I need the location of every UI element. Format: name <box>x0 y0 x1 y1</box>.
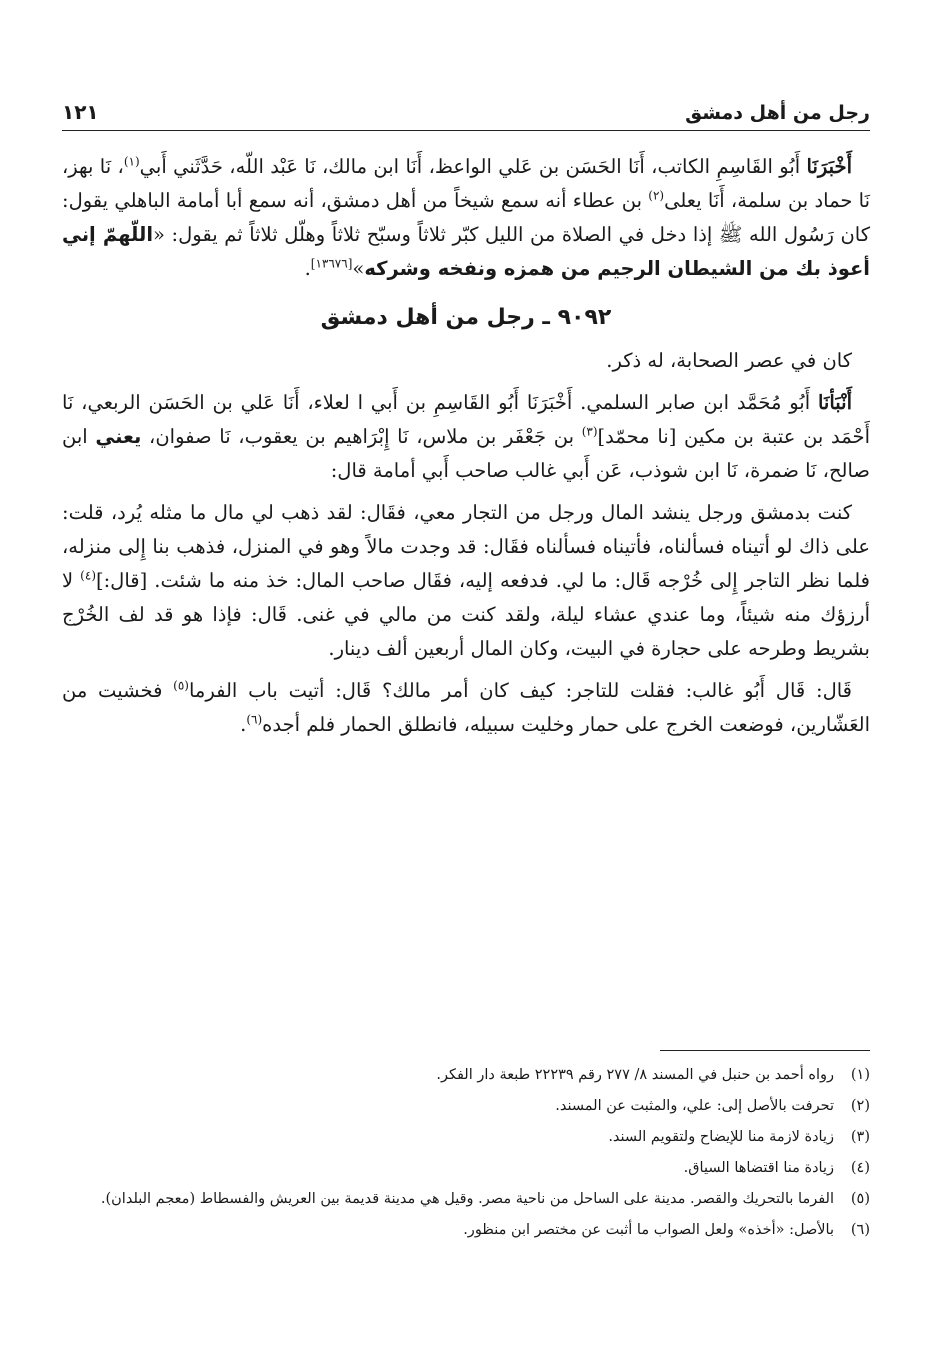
footnote-number: (٦) <box>850 1222 870 1238</box>
hadith-reference: [١٣٦٧٦] <box>310 256 353 271</box>
text-span: . <box>240 713 247 736</box>
text-span: ابن صالح، نَا ضمرة، نَا ابن شوذب، عَن أَبي غالب صاحب أَبي أمامة قال: <box>62 425 870 482</box>
footnote-number: (٥) <box>850 1191 870 1207</box>
paragraph-3 <box>62 386 870 488</box>
text-span: بن جَعْفَر بن ملاس، نَا إِبْرَاهيم بن يعقوب، نَا صفوان، <box>141 425 582 448</box>
text-span: بن عطاء أنه سمع شيخاً من أهل دمشق، أنه سمع أبا أمامة الباهلي يقول: كان رَسُول الله ﷺ إذا دخل في الصلاة من الليل كبّر ثلاثاً وسبّح ثلاثاً وهلّل ثلاثاً ثم يقول: « <box>62 189 870 246</box>
footnote-ref-5: (٥) <box>173 678 189 693</box>
footnote <box>62 1093 870 1120</box>
running-title: رجل من أهل دمشق <box>685 102 870 124</box>
text-span: . <box>304 257 311 280</box>
text-span: قَال: قَال أَبُو غالب: فقلت للتاجر: كيف كان أمر مالك؟ قَال: أتيت باب الفرما <box>188 679 852 702</box>
paragraph-2: كان في عصر الصحابة، له ذكر. <box>606 349 852 372</box>
text-span: فخشيت من العَشّارين، فوضعت الخرج على حمار وخليت سبيله، فانطلق الحمار فلم أجده <box>62 679 870 736</box>
footnote-text: تحرفت بالأصل إلى: علي، والمثبت عن المسند. <box>555 1098 834 1114</box>
footnote-number: (١) <box>850 1067 870 1083</box>
footnote <box>62 1062 870 1089</box>
footnote-number: (٤) <box>850 1160 870 1176</box>
footnote-text: بالأصل: «أخذه» ولعل الصواب ما أثبت عن مختصر ابن منظور. <box>463 1222 834 1238</box>
text-span: ، نَا بهز، نَا حماد بن سلمة، أَنَا يعلى <box>62 155 871 212</box>
keyword-akhbarana: أَخْبَرَنَا <box>806 155 853 178</box>
main-text <box>62 150 870 750</box>
text-span: أَبُو مُحَمَّد ابن صابر السلمي. أَخْبَرَنَا أَبُو القَاسِمِ بن أَبي ا لعلاء، أَنَا عَلي بن الحَسَن الربعي، نَا أَحْمَد بن عتبة بن مكين [نا محمّد] <box>62 391 870 448</box>
footnote-number: (٢) <box>850 1098 870 1114</box>
bold-word: يعني <box>95 425 142 448</box>
footnote <box>62 1124 870 1151</box>
footnotes <box>62 1062 870 1248</box>
footnote <box>62 1155 870 1182</box>
paragraph-1 <box>62 150 870 286</box>
footnote-ref-3: (٣) <box>581 424 598 439</box>
keyword-anbaana: أَنْبَأنَا <box>817 391 852 414</box>
paragraph-5 <box>62 674 870 742</box>
footnote-text: رواه أحمد بن حنبل في المسند ٨/ ٢٧٧ رقم ٢٢٢٣٩ طبعة دار الفكر. <box>436 1067 834 1083</box>
text-span: كنت بدمشق ورجل ينشد المال ورجل من التجار معي، فقَال: لقد ذهب لي مال ما مثله يُرد، قلت: على ذاك لو أتيناه فسألناه، فأتيناه فسألناه فقَال: قد وجدت مالاً وهو في المنزل، فذهب بنا إِلى منزله، فلما نظر التاجر إِلى خُرْجه قَال: ما لي. فدفعه إليه، فقَال صاحب المال: خذ منه ما شئت. [قال:] <box>62 501 870 592</box>
running-header <box>62 88 870 131</box>
footnote-ref-2: (٢) <box>648 188 665 203</box>
footnote-divider <box>660 1050 870 1051</box>
entry-heading: ٩٠٩٢ ـ رجل من أهل دمشق <box>320 305 612 330</box>
footnote-ref-1: (١) <box>123 154 140 169</box>
footnote <box>62 1217 870 1244</box>
footnote-ref-4: (٤) <box>80 568 96 583</box>
footnote-number: (٣) <box>850 1129 870 1145</box>
paragraph-4 <box>62 496 870 666</box>
footnote-text: الفرما بالتحريك والقصر. مدينة على الساحل من ناحية مصر. وقيل هي مدينة قديمة بين العريش والفسطاط (معجم البلدان). <box>100 1191 834 1207</box>
text-span: أَبُو القَاسِمِ الكاتب، أَنَا الحَسَن بن عَلي الواعظ، أَنَا ابن مالك، نَا عَبْد اللّه، حَدَّثَني أَبي <box>139 155 807 178</box>
footnote-ref-6: (٦) <box>246 712 263 727</box>
supplication-text: اللّهمّ إني أعوذ بك من الشيطان الرجيم من همزه ونفخه وشركه <box>62 223 870 280</box>
page-number: ١٢١ <box>62 100 99 124</box>
footnote <box>62 1186 870 1213</box>
text-span: لا أرزؤك منه شيئاً، وما عندي عشاء ليلة، ولقد كنت من مالي في غنى. قَال: فإذا هو قد لف الخُرْج بشريط وطرحه على حجارة في البيت، وكان المال أربعين ألف دينار. <box>62 569 870 660</box>
closing-quote: » <box>352 257 365 280</box>
footnote-text: زيادة منا اقتضاها السياق. <box>683 1160 834 1176</box>
footnote-text: زيادة لازمة منا للإيضاح ولتقويم السند. <box>608 1129 834 1145</box>
